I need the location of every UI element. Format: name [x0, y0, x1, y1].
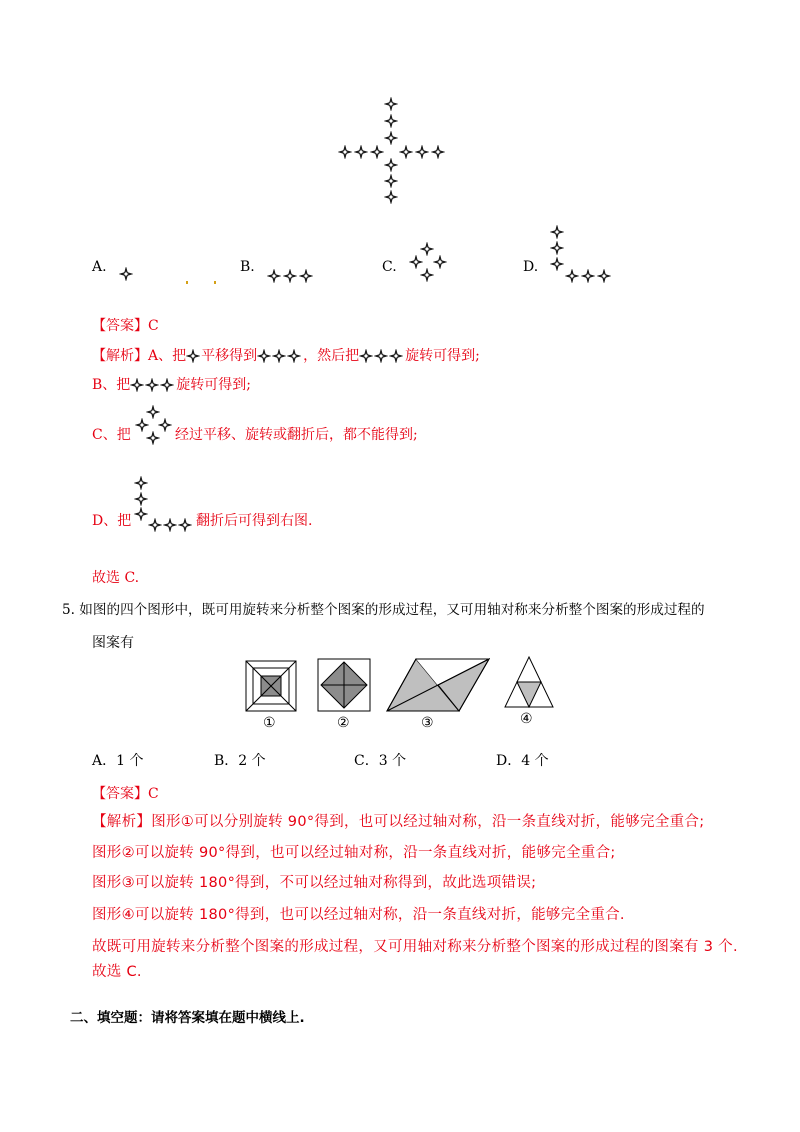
star-icon: [582, 270, 595, 283]
star-icon: [268, 270, 281, 283]
analysis-4-line-c-suffix: 经过平移、旋转或翻折后，都不能得到;: [175, 427, 418, 443]
star-icon: [339, 146, 352, 159]
star-icon: [284, 270, 297, 283]
star-icon: [385, 175, 398, 188]
option-a-figure: [118, 266, 134, 282]
star-icon: [385, 98, 398, 111]
option-c-figure: [404, 241, 450, 287]
answer-4: 【答案】C: [92, 318, 159, 334]
analysis-text: B、把: [92, 377, 131, 393]
analysis-4-line-d-suffix: 翻折后可得到右图.: [196, 513, 313, 529]
star-icon: [385, 159, 398, 172]
figure-2: [317, 658, 371, 712]
figure-1: [245, 660, 297, 712]
cross-star-pattern: [330, 96, 450, 206]
star-icon: [432, 146, 445, 159]
three-stars-icon: [257, 349, 303, 364]
analysis-5-line-2: 图形②可以旋转 90°得到，也可以经过轴对称，沿一条直线对折，能够完全重合;: [92, 845, 616, 861]
analysis-text: 旋转可得到;: [176, 377, 252, 393]
option-d-inline-figure: [132, 474, 194, 536]
analysis-text: ，然后把: [303, 348, 360, 364]
star-icon: [421, 269, 434, 282]
star-icon: [551, 258, 564, 271]
star-icon: [120, 268, 133, 281]
analysis-text: 旋转可得到;: [405, 348, 480, 364]
star-icon: [371, 146, 384, 159]
star-icon: [186, 349, 201, 364]
analysis-5-line-4: 图形④可以旋转 180°得到，也可以经过轴对称，沿一条直线对折，能够完全重合.: [92, 907, 625, 923]
speck: [214, 281, 216, 284]
conclusion-4: 故选 C.: [92, 570, 140, 586]
option-5-a: A．1 个: [92, 753, 144, 769]
star-icon: [410, 256, 423, 269]
figure-2-label: ②: [337, 715, 350, 731]
analysis-5-line-5: 故既可用旋转来分析整个图案的形成过程，又可用轴对称来分析整个图案的形成过程的图案有 3 个.: [92, 939, 738, 955]
option-a-label: A.: [92, 259, 107, 275]
star-icon: [385, 132, 398, 145]
option-d-figure: [546, 223, 616, 287]
analysis-5-line-3: 图形③可以旋转 180°得到，不可以经过轴对称得到，故此选项错误;: [92, 875, 537, 891]
speck: [186, 281, 188, 284]
option-5-d: D．4 个: [496, 753, 549, 769]
three-stars-icon: [359, 349, 405, 364]
option-b-figure: [266, 268, 316, 284]
star-icon: [400, 146, 413, 159]
section-2-heading: 二、填空题：请将答案填在题中横线上.: [70, 1010, 305, 1026]
three-stars-icon: [130, 378, 176, 393]
star-icon: [355, 146, 368, 159]
star-icon: [551, 226, 564, 239]
figure-4: [504, 656, 554, 708]
option-5-c: C．3 个: [354, 753, 407, 769]
figure-4-label: ④: [520, 711, 533, 727]
question-5-line-2: 图案有: [92, 635, 134, 651]
analysis-text: 平移得到: [201, 348, 258, 364]
analysis-text: 【解析】A、把: [92, 348, 187, 364]
star-icon: [300, 270, 313, 283]
analysis-4-line-b: [92, 375, 251, 395]
star-icon: [566, 270, 579, 283]
analysis-text: C、把: [92, 427, 131, 443]
star-icon: [598, 270, 611, 283]
star-icon: [385, 191, 398, 204]
question-5-line-1: 5. 如图的四个图形中，既可用旋转来分析整个图案的形成过程，又可用轴对称来分析整个图案的形成过程的: [62, 602, 705, 618]
analysis-5-line-6: 故选 C.: [92, 964, 142, 980]
figure-3: [386, 658, 490, 712]
star-icon: [416, 146, 429, 159]
analysis-4-line-a: [92, 346, 480, 366]
answer-5: 【答案】C: [92, 786, 159, 802]
figure-3-label: ③: [421, 715, 434, 731]
option-b-label: B.: [240, 259, 255, 275]
analysis-4-line-c-text: [92, 425, 131, 445]
figure-1-label: ①: [263, 715, 276, 731]
analysis-5-line-1: 【解析】图形①可以分别旋转 90°得到，也可以经过轴对称，沿一条直线对折，能够完全重合;: [92, 814, 705, 830]
star-icon: [551, 242, 564, 255]
star-icon: [385, 115, 398, 128]
option-c-label: C.: [382, 259, 397, 275]
option-d-label: D.: [523, 259, 539, 275]
option-c-inline-figure: [132, 405, 174, 447]
star-icon: [421, 243, 434, 256]
option-5-b: B．2 个: [214, 753, 266, 769]
star-icon: [434, 256, 447, 269]
analysis-4-line-d-text: D、把: [92, 513, 132, 529]
